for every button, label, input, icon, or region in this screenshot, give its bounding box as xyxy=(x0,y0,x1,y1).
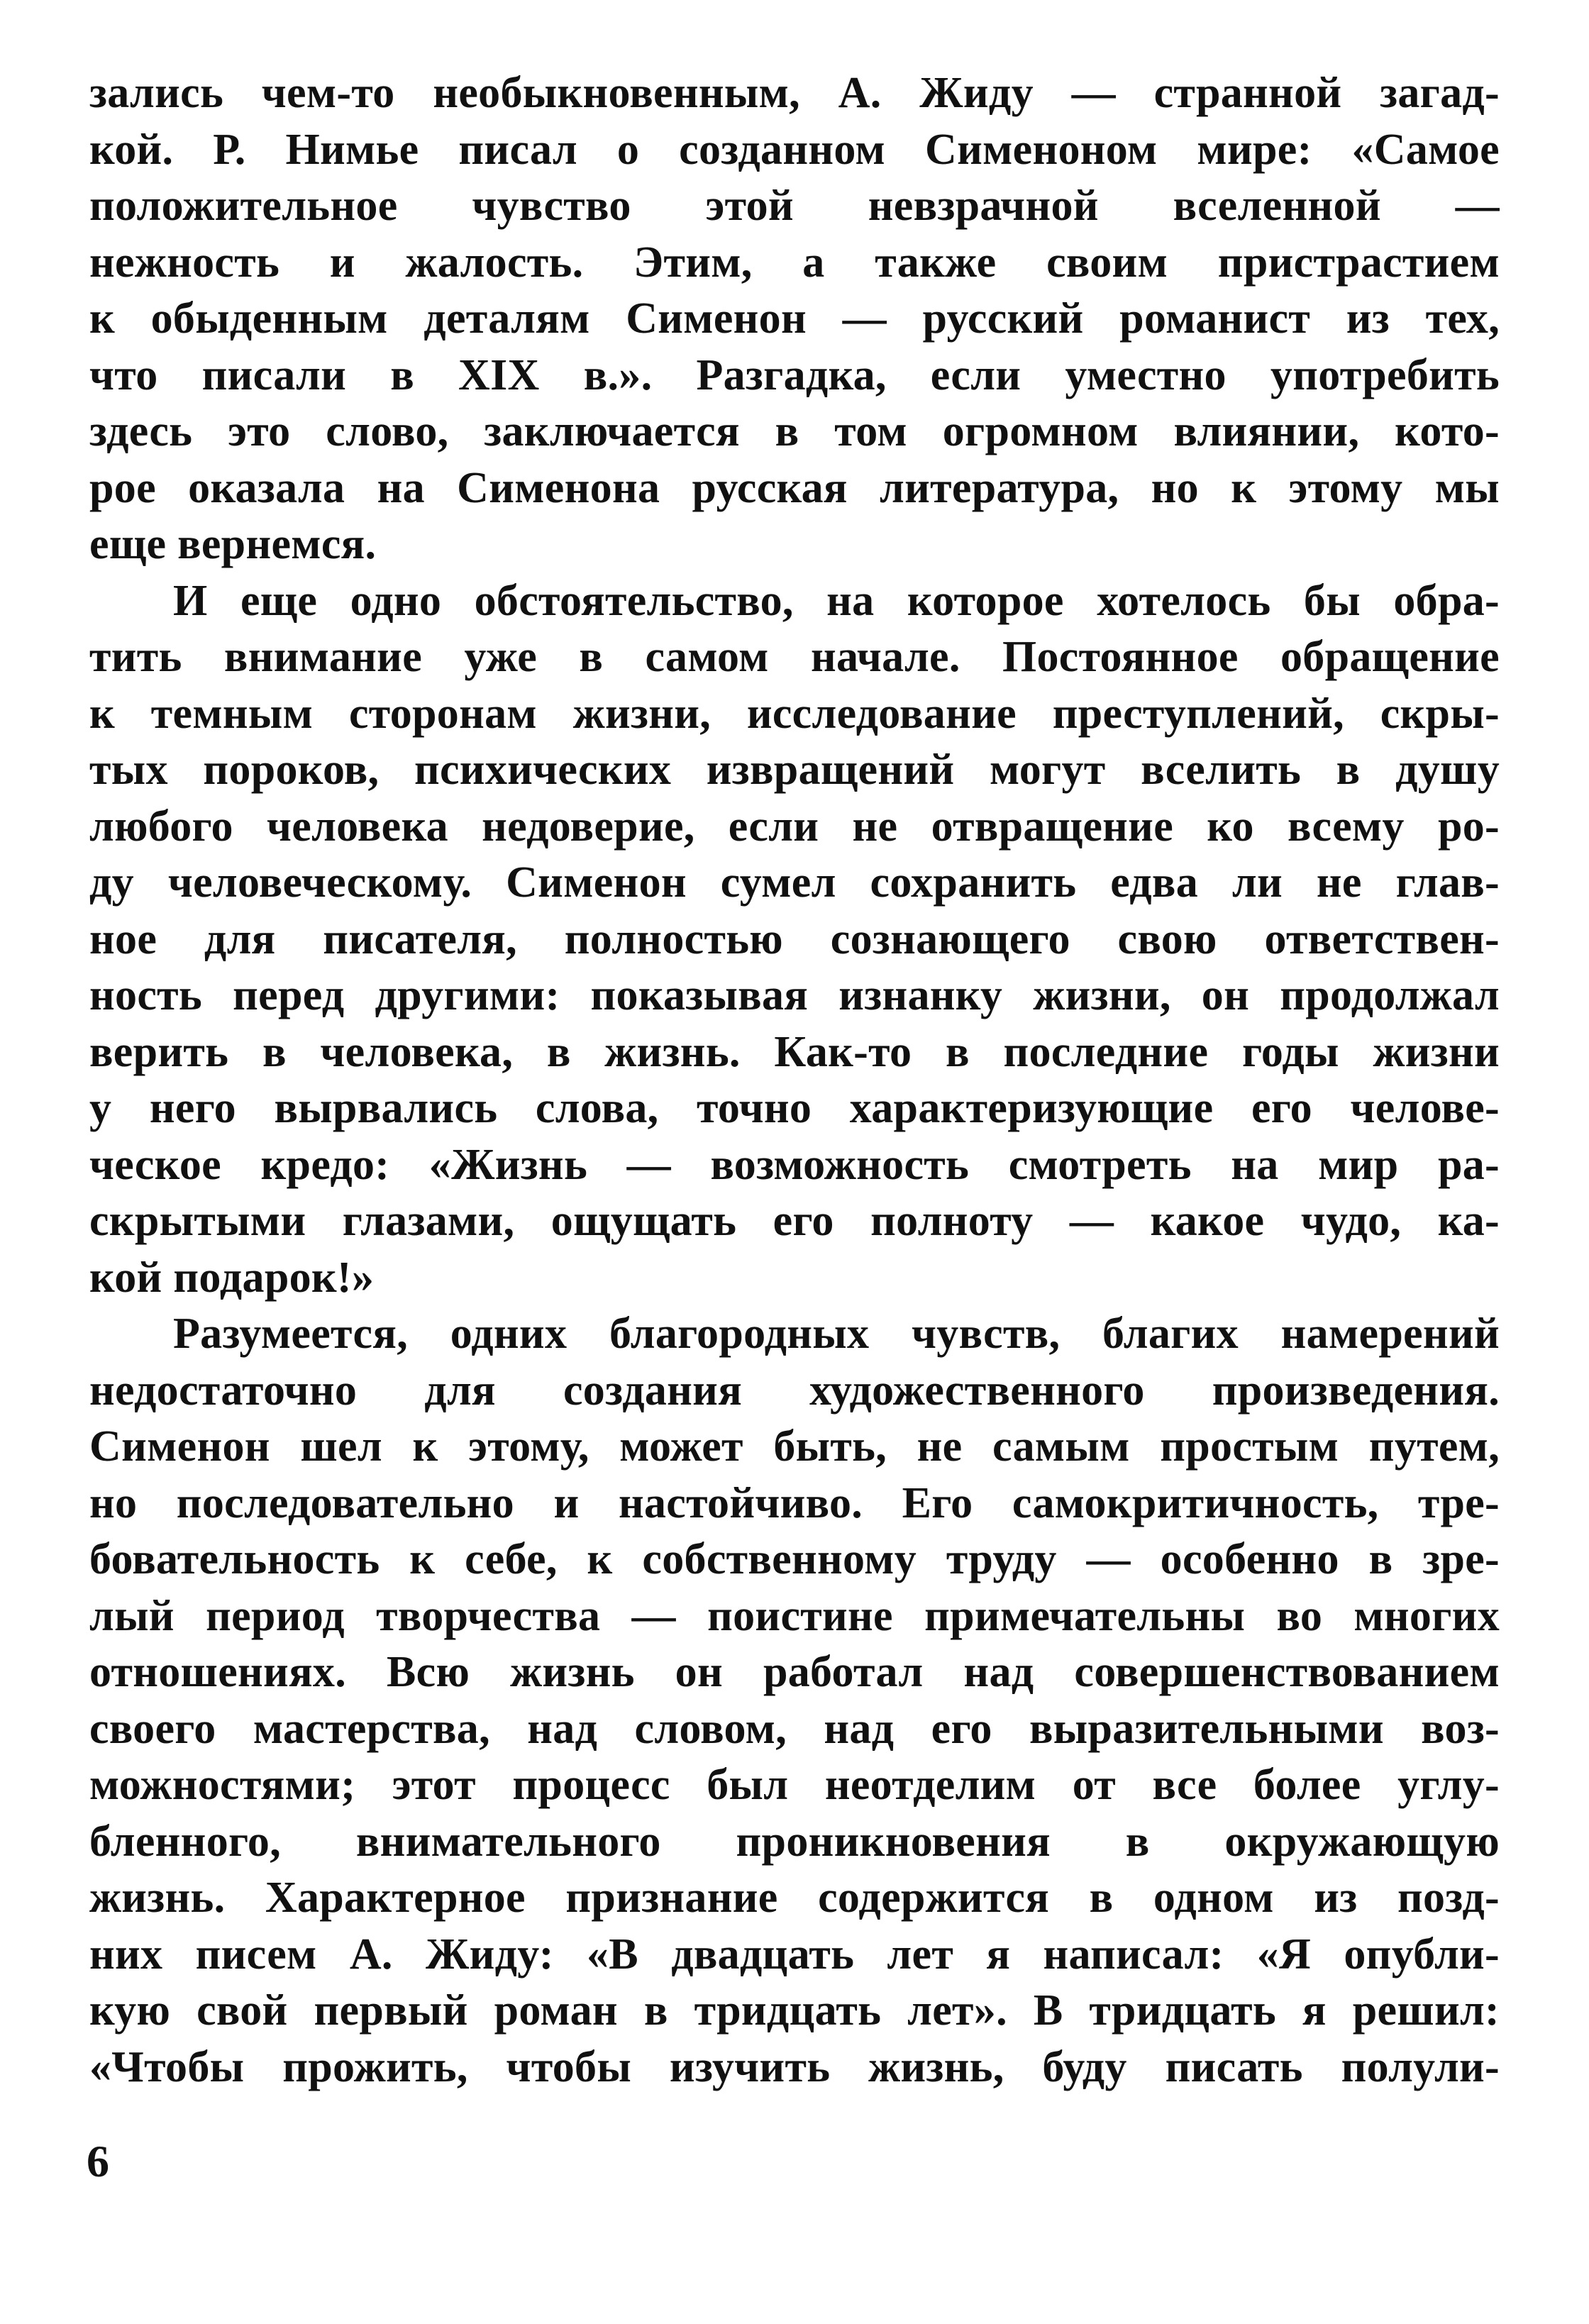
text-line: бовательность к себе, к собственному труду — особенно в зре- xyxy=(89,1535,1500,1583)
text-line: «Чтобы прожить, чтобы изучить жизнь, буду писать полули- xyxy=(89,2042,1500,2091)
text-line: тить внимание уже в самом начале. Постоянное обращение xyxy=(89,633,1500,681)
text-line: любого человека недоверие, если не отвращение ко всему ро- xyxy=(89,802,1500,851)
text-line: кую свой первый роман в тридцать лет». В тридцать я решил: xyxy=(89,1986,1500,2035)
text-line: И еще одно обстоятельство, на которое хотелось бы обра- xyxy=(173,576,1500,625)
text-line: лый период творчества — поистине примечательны во многих xyxy=(89,1591,1500,1640)
text-line: кой. Р. Нимье писал о созданном Сименоном мире: «Самое xyxy=(89,125,1500,174)
text-line: зались чем-то необыкновенным, А. Жиду — странной загад- xyxy=(89,69,1500,117)
text-line: ду человеческому. Сименон сумел сохранить едва ли не глав- xyxy=(89,858,1500,907)
text-line: что писали в XIX в.». Разгадка, если уместно употребить xyxy=(89,350,1500,399)
text-line: ность перед другими: показывая изнанку жизни, он продолжал xyxy=(89,971,1500,1019)
text-line: еще вернемся. xyxy=(89,520,377,568)
text-line: нежность и жалость. Этим, а также своим пристрастием xyxy=(89,238,1500,287)
text-line: верить в человека, в жизнь. Как-то в последние годы жизни xyxy=(89,1027,1500,1076)
text-line: рое оказала на Сименона русская литература, но к этому мы xyxy=(89,463,1500,512)
text-line: положительное чувство этой невзрачной вселенной — xyxy=(89,182,1500,230)
text-line: тых пороков, психических извращений могут вселить в душу xyxy=(89,746,1500,794)
text-line: здесь это слово, заключается в том огромном влиянии, кото- xyxy=(89,407,1500,455)
text-line: бленного, внимательного проникновения в окружающую xyxy=(89,1817,1500,1866)
text-line: ческое кредо: «Жизнь — возможность смотреть на мир ра- xyxy=(89,1140,1500,1189)
text-line: жизнь. Характерное признание содержится в одном из позд- xyxy=(89,1874,1500,1922)
text-line: недостаточно для создания художественного произведения. xyxy=(89,1366,1500,1415)
text-line: к обыденным деталям Сименон — русский романист из тех, xyxy=(89,294,1500,343)
text-line: кой подарок!» xyxy=(89,1253,375,1302)
page-number: 6 xyxy=(87,2136,109,2186)
text-line: скрытыми глазами, ощущать его полноту — какое чудо, ка- xyxy=(89,1197,1500,1245)
text-line: к темным сторонам жизни, исследование преступлений, скры- xyxy=(89,689,1500,738)
body-text xyxy=(89,65,1500,2096)
text-line: них писем А. Жиду: «В двадцать лет я написал: «Я опубли- xyxy=(89,1930,1500,1979)
text-line: можностями; этот процесс был неотделим от все более углу- xyxy=(89,1761,1500,1809)
text-line: Сименон шел к этому, может быть, не самым простым путем, xyxy=(89,1422,1500,1471)
text-line: своего мастерства, над словом, над его выразительными воз- xyxy=(89,1704,1500,1753)
text-line: но последовательно и настойчиво. Его самокритичность, тре- xyxy=(89,1478,1500,1527)
text-line: Разумеется, одних благородных чувств, благих намерений xyxy=(173,1310,1500,1358)
text-line: у него вырвались слова, точно характеризующие его челове- xyxy=(89,1084,1500,1132)
text-line: отношениях. Всю жизнь он работал над совершенствованием xyxy=(89,1648,1500,1696)
text-line: ное для писателя, полностью сознающего свою ответствен- xyxy=(89,914,1500,963)
